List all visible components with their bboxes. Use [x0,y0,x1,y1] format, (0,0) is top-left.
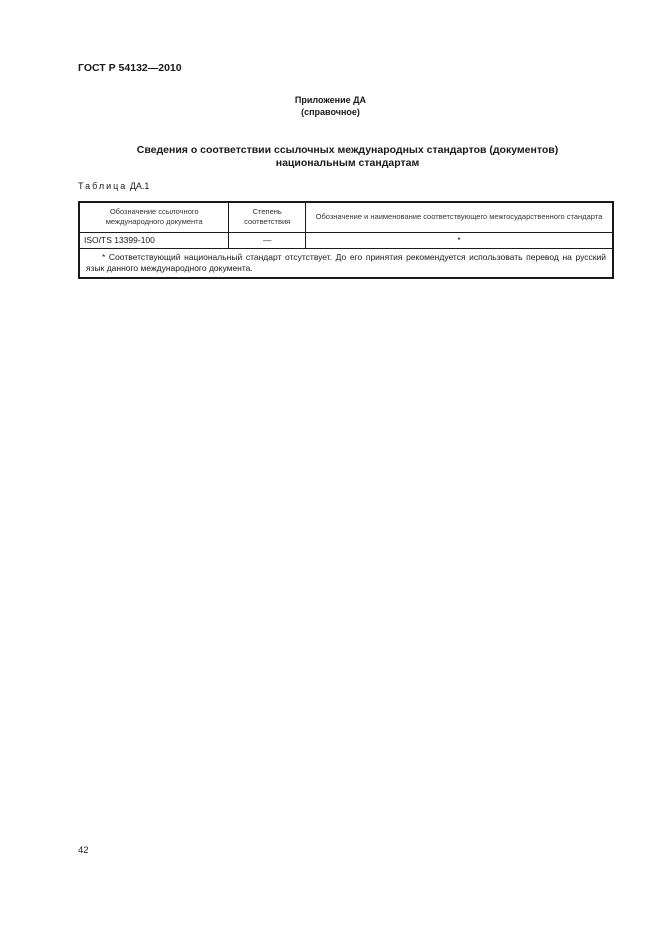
table-footnote-row [79,248,613,278]
cell-national-standard: * [305,232,613,248]
reference-table [78,201,614,279]
page-number: 42 [78,845,89,856]
table-caption-word: Таблица [78,181,128,191]
table-header-row [79,202,613,232]
appendix-title: Приложение ДА [294,95,367,105]
appendix-subtitle: (справочное) [301,107,360,117]
table-row [79,232,613,248]
header-international-document: Обозначение ссылочного международного документа [79,202,229,232]
appendix-heading [0,94,661,118]
header-interstate-standard: Обозначение и наименование соответствующего межгосударственного стандарта [305,202,613,232]
table-caption [78,181,149,191]
header-degree-of-correspondence: Степень соответствия [229,202,305,232]
section-title-line1: Сведения о соответствии ссылочных международных стандартов (документов) [136,144,559,156]
table-footnote: * Соответствующий национальный стандарт отсутствует. До его принятия рекомендуется использовать перевод на русский язык данного международного документа. [79,248,613,278]
table-caption-number: ДА.1 [129,181,150,191]
cell-designation: ISO/TS 13399-100 [79,232,229,248]
section-title [100,144,595,170]
document-header: ГОСТ Р 54132—2010 [78,62,182,74]
cell-degree: — [229,232,305,248]
section-title-line2: национальным стандартам [275,157,420,169]
